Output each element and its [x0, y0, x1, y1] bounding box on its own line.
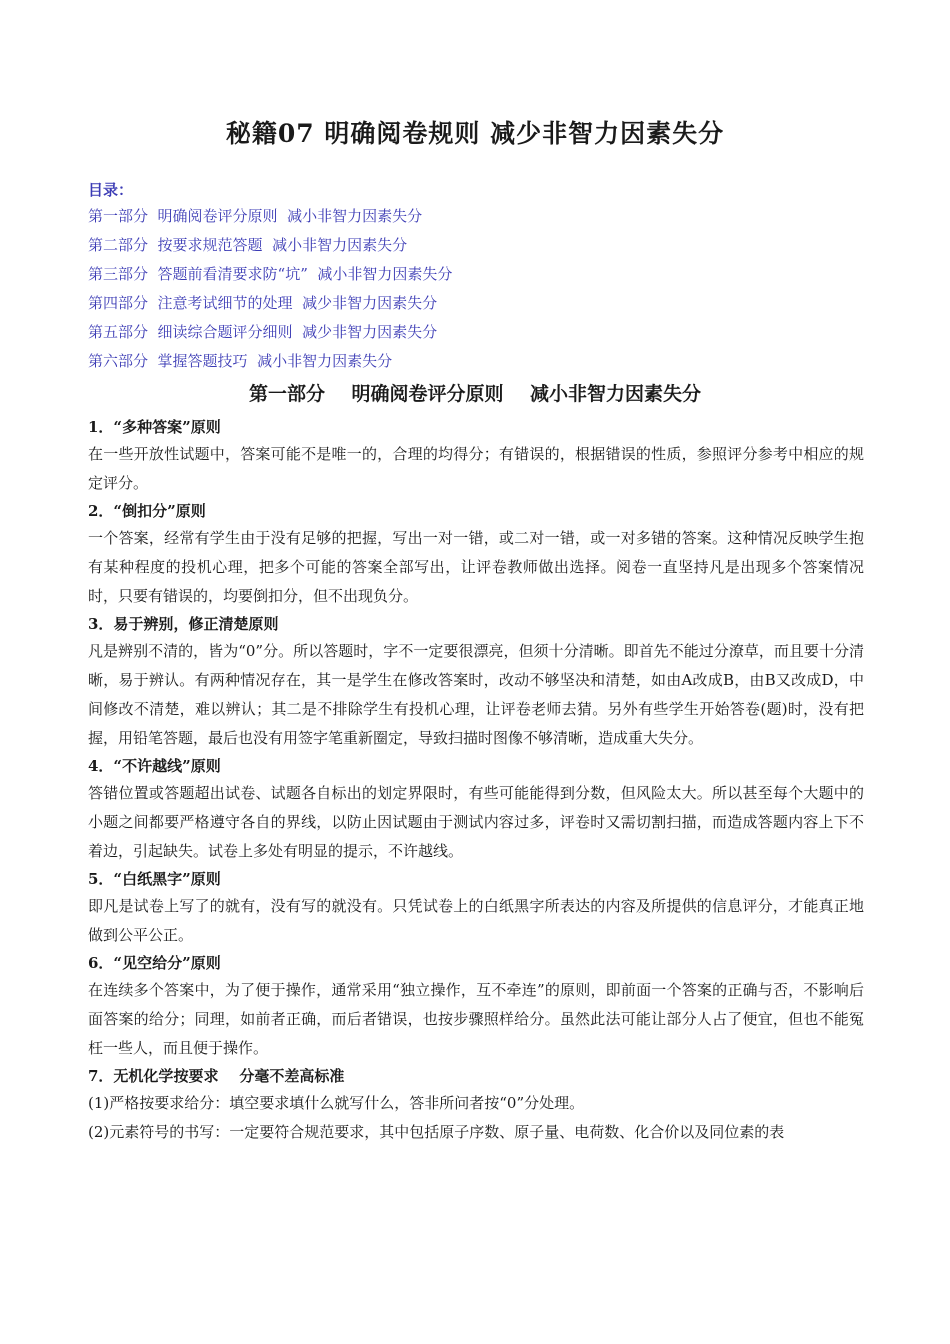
- table-of-contents: [88, 178, 452, 376]
- section-title: 第一部分 明确阅卷评分原则 减小非智力因素失分: [249, 383, 701, 405]
- principle-heading: 7．无机化学按要求 分毫不差高标准: [88, 1067, 345, 1085]
- toc-item[interactable]: 第六部分 掌握答题技巧 减小非智力因素失分: [88, 352, 393, 370]
- principle-text: 在连续多个答案中，为了便于操作，通常采用“独立操作，互不牵连”的原则，即前面一个答案的正确与否，不影响后面答案的给分；同理，如前者正确，而后者错误，也按步骤照样给分。虽然此法可能让部分人占了便宜，但也不能冤枉一些人，而且便于操作。: [88, 981, 864, 1057]
- principle-text: 答错位置或答题超出试卷、试题各自标出的划定界限时，有些可能能得到分数，但风险太大。所以甚至每个大题中的小题之间都要严格遵守各自的界线，以防止因试题由于测试内容过多，评卷时又需切割扫描，而造成答题内容上下不着边，引起缺失。试卷上多处有明显的提示，不许越线。: [88, 784, 864, 860]
- toc-label: 目录：: [88, 181, 134, 199]
- principle-heading: 6．“见空给分”原则: [88, 954, 221, 972]
- principle-text: 在一些开放性试题中，答案可能不是唯一的，合理的均得分；有错误的，根据错误的性质，参照评分参考中相应的规定评分。: [88, 445, 864, 492]
- document-body: [88, 414, 864, 1147]
- principle-text: 一个答案，经常有学生由于没有足够的把握，写出一对一错，或二对一错，或一对多错的答案。这种情况反映学生抱有某种程度的投机心理，把多个可能的答案全部写出，让评卷教师做出选择。阅卷一直坚持凡是出现多个答案情况时，只要有错误的，均要倒扣分，但不出现负分。: [88, 529, 864, 605]
- toc-item[interactable]: 第一部分 明确阅卷评分原则 减小非智力因素失分: [88, 207, 423, 225]
- toc-item[interactable]: 第三部分 答题前看清要求防“坑” 减小非智力因素失分: [88, 265, 453, 283]
- principle-text: 凡是辨别不清的，皆为“0”分。所以答题时，字不一定要很漂亮，但须十分清晰。即首先不能过分潦草，而且要十分清晰，易于辨认。有两种情况存在，其一是学生在修改答案时，改动不够坚决和清楚，如由A改成B，由B又改成D，中间修改不清楚，难以辨认；其二是不排除学生有投机心理，让评卷老师去猜。另外有些学生开始答卷(题)时，没有把握，用铅笔答题，最后也没有用签字笔重新圈定，导致扫描时图像不够清晰，造成重大失分。: [88, 642, 864, 747]
- principle-heading: 1．“多种答案”原则: [88, 418, 221, 436]
- principle-text: (1)严格按要求给分：填空要求填什么就写什么，答非所问者按“0”分处理。: [88, 1094, 585, 1112]
- toc-item[interactable]: 第五部分 细读综合题评分细则 减少非智力因素失分: [88, 323, 438, 341]
- toc-item[interactable]: 第二部分 按要求规范答题 减小非智力因素失分: [88, 236, 408, 254]
- toc-item[interactable]: 第四部分 注意考试细节的处理 减少非智力因素失分: [88, 294, 438, 312]
- last-line: (2)元素符号的书写：一定要符合规范要求，其中包括原子序数、原子量、电荷数、化合价以及同位素的表: [88, 1123, 785, 1141]
- principle-heading: 2．“倒扣分”原则: [88, 502, 206, 520]
- principle-heading: 3．易于辨别，修正清楚原则: [88, 615, 279, 633]
- principle-heading: 5．“白纸黑字”原则: [88, 870, 221, 888]
- document-title: 秘籍07 明确阅卷规则 减少非智力因素失分: [225, 119, 725, 148]
- principle-text: 即凡是试卷上写了的就有，没有写的就没有。只凭试卷上的白纸黑字所表达的内容及所提供的信息评分，才能真正地做到公平公正。: [88, 897, 864, 944]
- principle-heading: 4．“不许越线”原则: [88, 757, 221, 775]
